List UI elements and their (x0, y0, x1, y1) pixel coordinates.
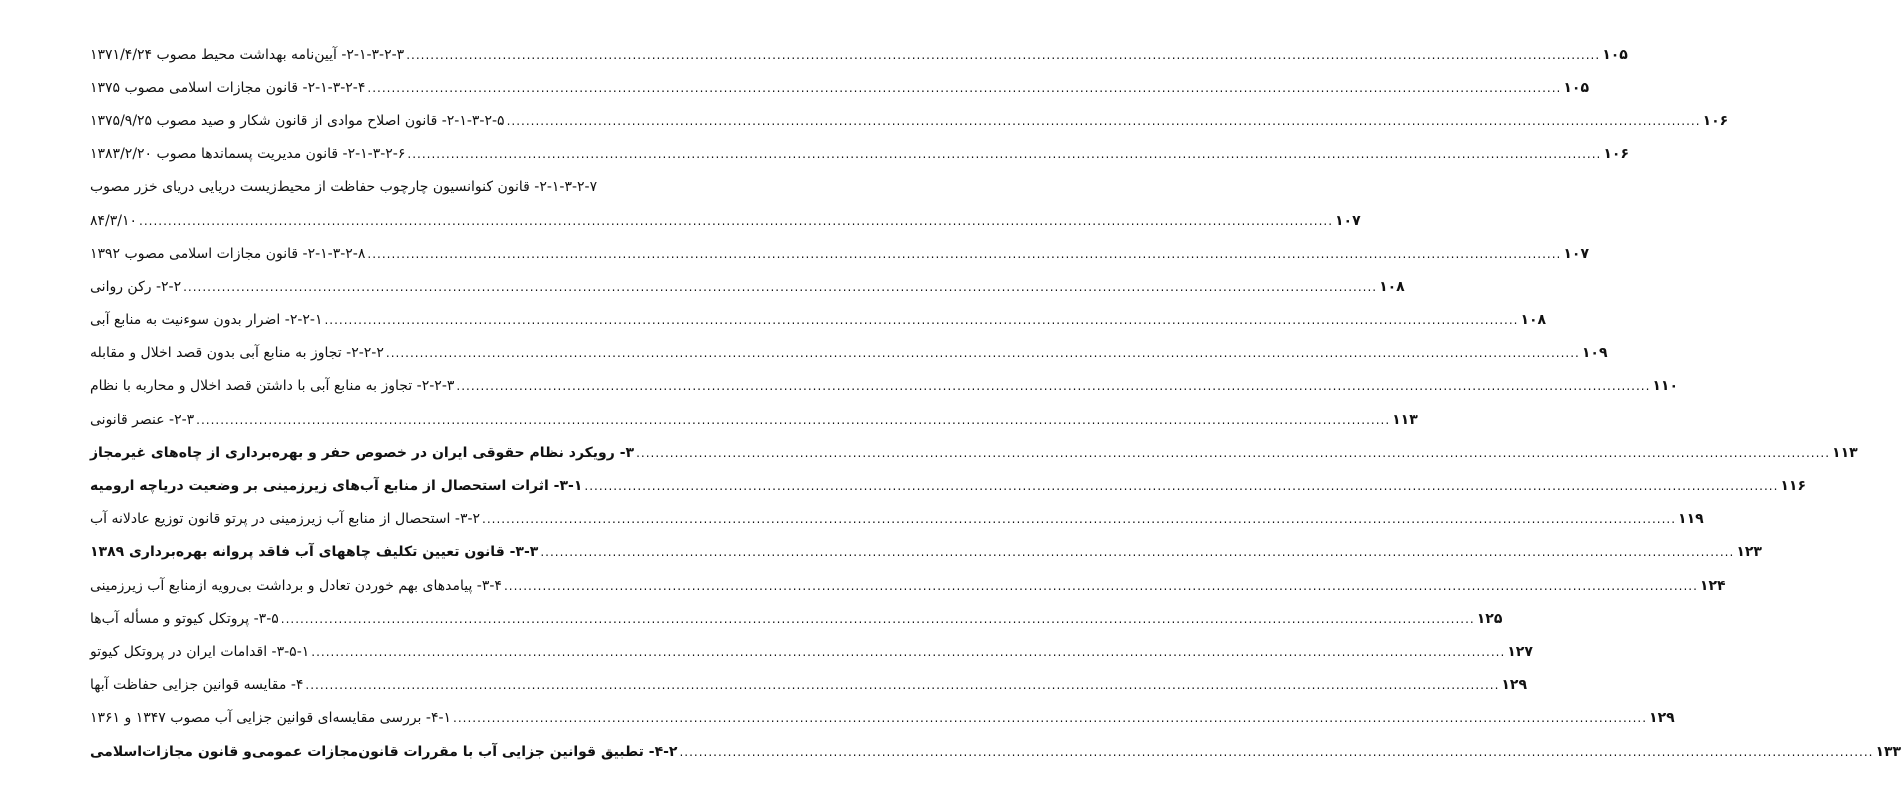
toc-leader-dots (137, 215, 1335, 227)
toc-entry[interactable] (88, 237, 1590, 270)
toc-entry[interactable] (88, 138, 1629, 171)
toc-entry-page-number: ۱۲۹ (1501, 677, 1528, 694)
toc-entry-title: ۲-۱-۳-۲-۶- قانون مدیریت پسماندها مصوب ۱۳۸۳/۲/۲۰ (90, 146, 406, 163)
toc-leader-dots (404, 49, 1602, 61)
toc-entry-page-number: ۱۰۵ (1602, 46, 1628, 63)
toc-leader-dots (505, 115, 1703, 127)
toc-entry[interactable] (88, 38, 1628, 71)
toc-entry-page-number: ۱۱۹ (1678, 511, 1704, 528)
toc-entry[interactable] (88, 304, 1547, 337)
toc-entry-title: ۳-۵-۱- اقدامات ایران در پروتکل کیوتو (90, 643, 310, 660)
toc-entry-title: ۲-۱-۳-۲-۴- قانون مجازات اسلامی مصوب ۱۳۷۵ (90, 79, 366, 96)
toc-entry[interactable] (88, 702, 1675, 735)
toc-entry-title: ۲-۱-۳-۲-۵- قانون اصلاح موادی از قانون شکار و صید مصوب ۱۳۷۵/۹/۲۵ (90, 112, 505, 129)
toc-entry-page-number: ۱۳۳ (1875, 743, 1901, 760)
toc-entry[interactable] (88, 370, 1679, 403)
toc-leader-dots (582, 480, 1780, 492)
toc-entry-page-number: ۱۱۳ (1832, 444, 1858, 461)
toc-entry-title: ۳-۲- استحصال از منابع آب زیرزمینی در پرتو قانون توزیع عادلانه آب (90, 511, 481, 528)
toc-leader-dots (451, 712, 1649, 724)
toc-entry[interactable] (88, 403, 1418, 436)
toc-entry-title: ۳- رویکرد نظام حقوقی ایران در خصوص حفر و بهره‌برداری از چاه‌های غیرمجاز (90, 444, 635, 461)
toc-leader-dots (365, 248, 1563, 260)
toc-entry-title: ۴- مقایسه قوانین جزایی حفاظت آبها (90, 677, 304, 694)
toc-leader-dots (194, 414, 1392, 426)
toc-leader-dots (384, 347, 1582, 359)
toc-entry[interactable] (88, 469, 1807, 502)
toc-entry-page-number: ۱۲۳ (1736, 544, 1762, 561)
toc-entry-page-number: ۱۰۹ (1581, 345, 1608, 362)
toc-entry[interactable] (88, 71, 1590, 104)
toc-entry-page-number: ۱۲۷ (1507, 643, 1533, 660)
toc-entry[interactable] (88, 270, 1405, 303)
toc-leader-dots (480, 513, 1678, 525)
toc-entry-title: ۲-۲-۱- اضرار بدون سوءنیت به منابع آبی (90, 312, 323, 329)
toc-entry[interactable] (88, 536, 1762, 569)
toc-entry[interactable] (88, 171, 598, 204)
toc-entry-page-number: ۱۱۰ (1652, 378, 1679, 395)
toc-entry-title: ۴-۱- بررسی مقایسه‌ای قوانین جزایی آب مصوب ۱۳۴۷ و ۱۳۶۱ (90, 710, 452, 727)
toc-entry[interactable] (88, 569, 1726, 602)
toc-entry-page-number: ۱۰۶ (1603, 146, 1629, 163)
toc-leader-dots (309, 646, 1507, 658)
toc-leader-dots (365, 82, 1563, 94)
toc-entry-title: ۲-۲- رکن روانی (90, 278, 182, 295)
toc-leader-dots (405, 148, 1603, 160)
toc-entry-title: ۳-۱- اثرات استحصال از منابع آب‌های زیرزمینی بر وضعیت دریاچه ارومیه (90, 478, 583, 495)
toc-entry[interactable] (88, 204, 1361, 237)
toc-entry-title: ۲-۲-۲- تجاوز به منابع آبی بدون قصد اخلال و مقابله (90, 345, 384, 362)
toc-entry[interactable] (88, 104, 1729, 137)
toc-leader-dots (181, 281, 1379, 293)
toc-entry-title: ۳-۵- پروتکل کیوتو و مسأله آب‌ها (90, 610, 279, 627)
toc-leader-dots (677, 746, 1875, 758)
toc-leader-dots (538, 546, 1736, 558)
toc-entry[interactable] (88, 602, 1503, 635)
toc-leader-dots (279, 613, 1477, 625)
toc-leader-dots (303, 679, 1501, 691)
toc-entry-page-number: ۱۰۶ (1702, 112, 1729, 129)
toc-entry-title: ۲-۱-۳-۲-۳- آیین‌نامه بهداشت محیط مصوب ۱۳۷۱/۴/۲۴ (90, 46, 405, 63)
toc-entry[interactable] (88, 669, 1528, 702)
toc-entry-page-number: ۱۱۳ (1392, 411, 1418, 428)
toc-leader-dots (502, 580, 1700, 592)
toc-entry-page-number: ۱۰۷ (1335, 212, 1361, 229)
toc-leader-dots (634, 447, 1832, 459)
toc-entry[interactable] (88, 635, 1533, 668)
toc-entry[interactable] (88, 337, 1608, 370)
toc-entry-page-number: ۱۱۶ (1780, 478, 1807, 495)
table-of-contents (88, 38, 1901, 768)
toc-leader-dots (322, 314, 1520, 326)
toc-entry-title: ۳-۴- پیامدهای بهم خوردن تعادل و برداشت بی‌رویه ازمنابع آب زیرزمینی (90, 577, 502, 594)
toc-entry-title: ۲-۱-۳-۲-۸- قانون مجازات اسلامی مصوب ۱۳۹۲ (90, 245, 366, 262)
toc-entry-page-number: ۱۲۵ (1476, 610, 1503, 627)
toc-entry-title: ۳-۳- قانون تعیین تکلیف چاههای آب فاقد پروانه بهره‌برداری ۱۳۸۹ (90, 544, 539, 561)
toc-entry-title: ۲-۲-۳- تجاوز به منابع آبی با داشتن قصد اخلال و محاربه با نظام (90, 378, 455, 395)
toc-entry-page-number: ۱۲۴ (1699, 577, 1726, 594)
toc-entry-page-number: ۱۰۷ (1563, 245, 1590, 262)
toc-entry-page-number: ۱۰۵ (1563, 79, 1590, 96)
toc-entry-title: ۴-۲- تطبیق قوانین جزایی آب با مقررات قانون‌مجازات عمومی‌و قانون مجازات‌اسلامی (90, 743, 678, 760)
toc-entry-title: ۲-۳- عنصر قانونی (90, 411, 195, 428)
toc-entry-page-number: ۱۲۹ (1649, 710, 1675, 727)
toc-entry-page-number: ۱۰۸ (1520, 312, 1547, 329)
toc-entry[interactable] (88, 436, 1858, 469)
toc-entry[interactable] (88, 503, 1704, 536)
toc-entry-page-number: ۱۰۸ (1379, 278, 1405, 295)
toc-leader-dots (454, 380, 1652, 392)
toc-entry[interactable] (88, 735, 1901, 768)
toc-entry-title: ۸۴/۳/۱۰ (90, 212, 138, 229)
toc-entry-title: ۲-۱-۳-۲-۷- قانون کنوانسیون چارچوب حفاظت از محیط‌زیست دریایی دریای خزر مصوب (90, 179, 598, 196)
